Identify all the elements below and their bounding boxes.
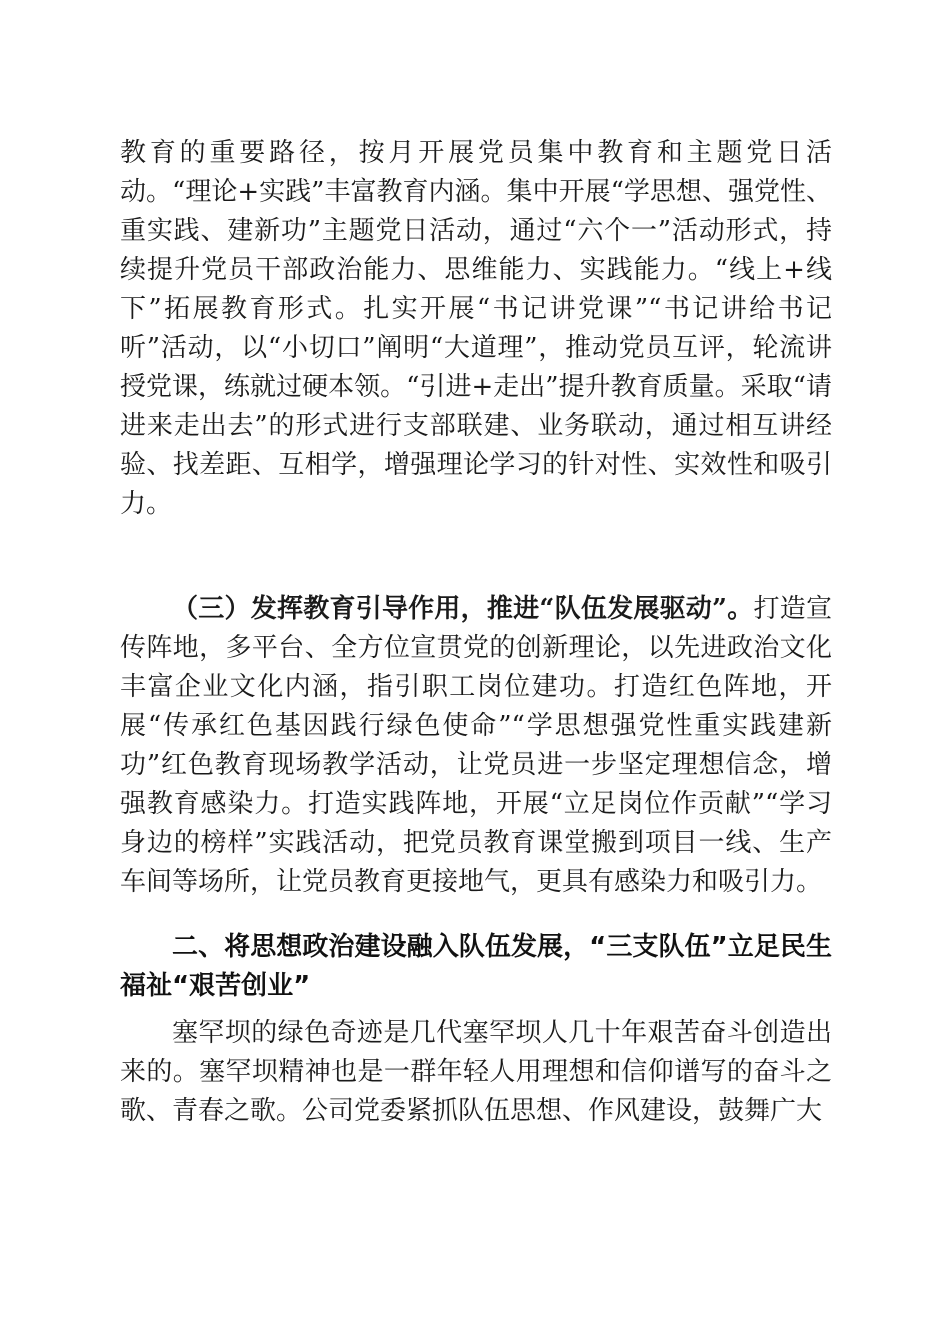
subsection-lead: （三）发挥教育引导作用，推进“队伍发展驱动”。 xyxy=(172,594,754,624)
subsection-body: 打造宣传阵地，多平台、全方位宣贯党的创新理论，以先进政治文化丰富企业文化内涵，指引职工岗位建功。打造红色阵地，开展“传承红色基因践行绿色使命”“学思想强党性重实践建新功”红色教育现场教学活动，让党员进一步坚定理想信念，增强教育感染力。打造实践阵地，开展“立足岗位作贡献”“学习身边的榜样”实践活动，把党员教育课堂搬到项目一线、生产车间等场所，让党员教育更接地气，更具有感染力和吸引力。 xyxy=(120,594,832,897)
body-paragraph: 塞罕坝的绿色奇迹是几代塞罕坝人几十年艰苦奋斗创造出来的。塞罕坝精神也是一群年轻人用理想和信仰谱写的奋斗之歌、青春之歌。公司党委紧抓队伍思想、作风建设，鼓舞广大 xyxy=(120,1018,832,1126)
body-paragraph xyxy=(120,590,832,902)
body-paragraph: 教育的重要路径，按月开展党员集中教育和主题党日活动。“理论+实践”丰富教育内涵。集中开展“学思想、强党性、重实践、建新功”主题党日活动，通过“六个一”活动形式，持续提升党员干部政治能力、思维能力、实践能力。“线上+线下”拓展教育形式。扎实开展“书记讲党课”“书记讲给书记听”活动，以“小切口”阐明“大道理”，推动党员互评，轮流讲授党课，练就过硬本领。“引进+走出”提升教育质量。采取“请进来走出去”的形式进行支部联建、业务联动，通过相互讲经验、找差距、互相学，增强理论学习的针对性、实效性和吸引力。 xyxy=(120,138,832,519)
section-heading: 二、将思想政治建设融入队伍发展，“三支队伍”立足民生福祉“艰苦创业” xyxy=(120,932,832,1001)
